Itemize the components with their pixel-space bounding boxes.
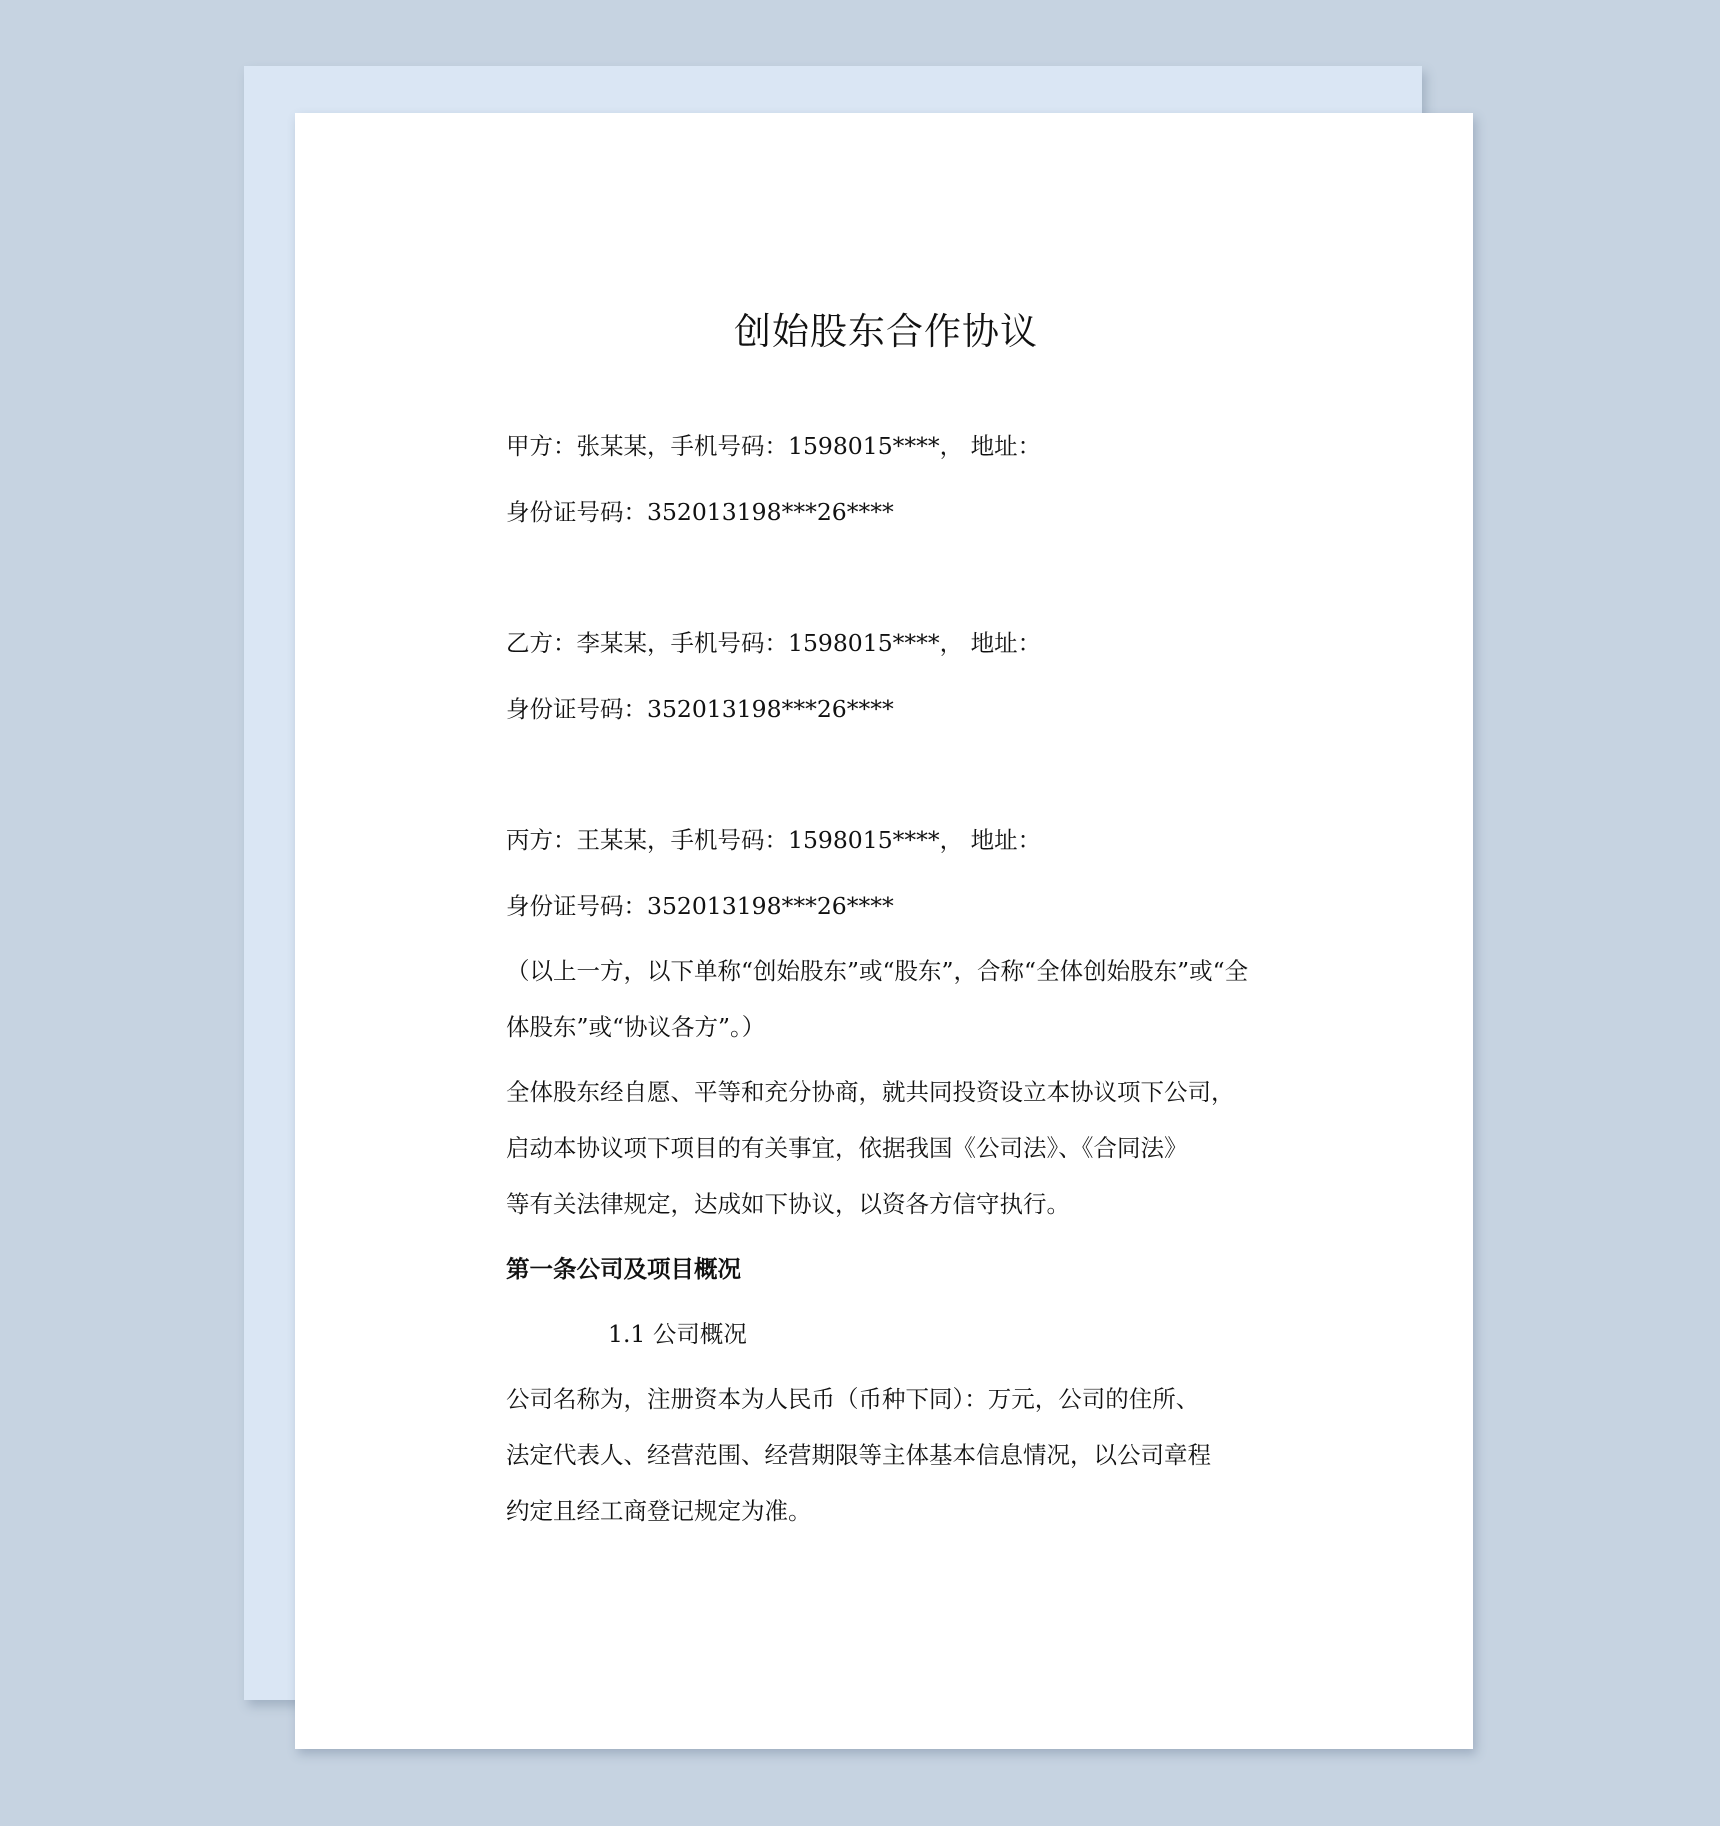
document-page: [295, 113, 1473, 1749]
party-c-line: 丙方：王某某，手机号码：1598015****， 地址：: [506, 826, 1042, 854]
document-title: 创始股东合作协议: [734, 310, 1038, 353]
article-1-heading: 第一条公司及项目概况: [506, 1255, 741, 1283]
party-b-id: 身份证号码：352013198***26****: [506, 695, 894, 723]
section-1-1-heading: 1.1 公司概况: [608, 1320, 747, 1348]
company-line-2: 法定代表人、经营范围、经营期限等主体基本信息情况，以公司章程: [506, 1441, 1211, 1469]
preamble-line-2: 启动本协议项下项目的有关事宜，依据我国《公司法》、《合同法》: [506, 1134, 1188, 1162]
party-c-id: 身份证号码：352013198***26****: [506, 892, 894, 920]
note-line-1: （以上一方，以下单称“创始股东”或“股东”，合称“全体创始股东”或“全: [506, 957, 1249, 985]
party-a-line: 甲方：张某某，手机号码：1598015****， 地址：: [506, 432, 1042, 460]
party-a-id: 身份证号码：352013198***26****: [506, 498, 894, 526]
note-line-2: 体股东”或“协议各方”。）: [506, 1013, 766, 1041]
party-b-line: 乙方：李某某，手机号码：1598015****， 地址：: [506, 629, 1042, 657]
company-line-3: 约定且经工商登记规定为准。: [506, 1497, 812, 1525]
company-line-1: 公司名称为，注册资本为人民币（币种下同）：万元，公司的住所、: [506, 1385, 1200, 1413]
preamble-line-3: 等有关法律规定，达成如下协议，以资各方信守执行。: [506, 1190, 1070, 1218]
preamble-line-1: 全体股东经自愿、平等和充分协商，就共同投资设立本协议项下公司，: [506, 1078, 1235, 1106]
